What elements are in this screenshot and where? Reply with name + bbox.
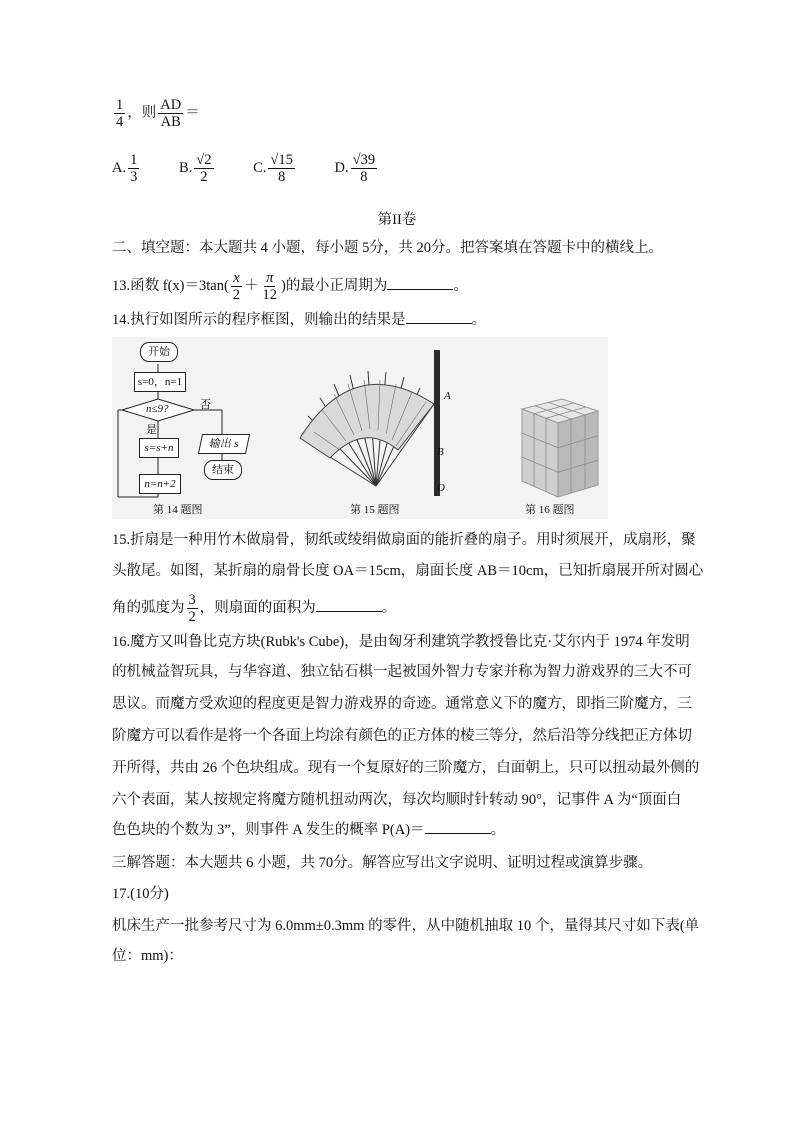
answer-blank bbox=[316, 599, 382, 612]
caption-figure-16: 第 16 题图 bbox=[525, 504, 575, 516]
fan-label-b: B bbox=[437, 446, 444, 458]
flowchart-output: 输出 s bbox=[198, 434, 250, 454]
caption-figure-15: 第 15 题图 bbox=[350, 504, 400, 516]
flowchart-start: 开始 bbox=[140, 342, 178, 362]
flowchart-yes-label: 是 bbox=[146, 424, 157, 436]
option-d: D. $\frac{√39}{8}$ bbox=[334, 152, 376, 185]
section-title: 第II卷 bbox=[377, 212, 417, 228]
solve-heading: 三解答题：本大题共 6 小题，共 70分。解答应写出文字说明、证明过程或演算步骤。 bbox=[112, 855, 653, 871]
flowchart-init: s=0，n=1 bbox=[134, 372, 186, 392]
flowchart-no-label: 否 bbox=[200, 399, 211, 411]
fan-guard-stick bbox=[434, 350, 440, 496]
q16-line: 思议。而魔方受欢迎的程度更是智力游戏界的奇迹。通常意义下的魔方，即指三阶魔方，三 bbox=[112, 696, 692, 712]
flowchart-end: 结束 bbox=[204, 460, 242, 480]
q12-fraction: $\frac{1}{4}$ bbox=[116, 97, 124, 130]
cube-left-face bbox=[522, 409, 558, 497]
question-13: 13.函数 f(x)＝3tan( $\frac{x}{2}$ ＋ $\frac{\pi}{12}$ )的最小正周期为 。 bbox=[112, 270, 468, 303]
q12-condition: $\frac{1}{4}$ ，则 $\frac{AD}{AB}$ ＝ bbox=[116, 97, 200, 130]
cube-right-face bbox=[558, 411, 598, 497]
question-14: 14.执行如图所示的程序框图，则输出的结果是 。 bbox=[112, 312, 487, 328]
q12-ratio: $\frac{AD}{AB}$ bbox=[160, 97, 182, 130]
answer-blank bbox=[406, 311, 472, 324]
q16-line: 六个表面，某人按规定将魔方随机扭动两次，每次均顺时针转动 90°，记事件 A 为“顶面白 bbox=[112, 792, 682, 808]
q16-line: 阶魔方可以看作是将一个各面上均涂有颜色的正方体的棱三等分，然后沿等分线把正方体切 bbox=[112, 728, 692, 744]
flowchart-step-increment: n=n+2 bbox=[139, 474, 181, 494]
q17-title: 17.(10分) bbox=[112, 886, 169, 902]
q16-line-last: 色色块的个数为 3”，则事件 A 发生的概率 P(A)＝ 。 bbox=[112, 822, 506, 838]
q17-line-1: 机床生产一批参考尺寸为 6.0mm±0.3mm 的零件，从中随机抽取 10 个，量得其尺寸如下表(单 bbox=[112, 918, 700, 934]
q15-line-3: 角的弧度为 $\frac{3}{2}$ ，则扇面的面积为 。 bbox=[112, 592, 397, 625]
fan-label-o: O bbox=[437, 482, 445, 494]
q15-line-1: 15.折扇是一种用竹木做扇骨，韧纸或绫绢做扇面的能折叠的扇子。用时须展开，成扇形，聚 bbox=[112, 532, 696, 548]
q16-line: 的机械益智玩具，与华容道、独立钻石棋一起被国外智力专家并称为智力游戏界的三大不可 bbox=[112, 664, 692, 680]
answer-blank bbox=[425, 821, 491, 834]
q16-line: 16.魔方又叫鲁比克方块(Rubk's Cube)，是由匈牙利建筑学教授鲁比克·艾尔内于 1974 年发明 bbox=[112, 634, 690, 650]
caption-figure-14: 第 14 题图 bbox=[153, 504, 203, 516]
fill-in-heading: 二、填空题：本大题共 4 小题，每小题 5分，共 20分。把答案填在答题卡中的横线上。 bbox=[112, 240, 663, 256]
q12-options bbox=[112, 152, 379, 185]
q17-line-2: 位：mm)： bbox=[112, 948, 183, 964]
flowchart-connectors bbox=[112, 337, 282, 507]
folding-fan-figure bbox=[294, 342, 464, 504]
option-b: B. $\frac{√2}{2}$ bbox=[178, 152, 212, 185]
option-c: C. $\frac{√15}{8}$ bbox=[253, 152, 293, 185]
option-a: A. $\frac{1}{3}$ bbox=[112, 152, 138, 185]
q16-line: 开所得，共由 26 个色块组成。现有一个复原好的三阶魔方，白面朝上，只可以扭动最外侧的 bbox=[112, 760, 700, 776]
rubiks-cube-figure bbox=[508, 395, 604, 505]
q15-line-2: 头散尾。如图，某折扇的扇骨长度 OA＝15cm，扇面长度 AB＝10cm，已知折扇展开所对圆心 bbox=[112, 563, 704, 579]
answer-blank bbox=[387, 277, 453, 290]
fan-label-a: A bbox=[444, 390, 451, 402]
flowchart-step-sum: s=s+n bbox=[139, 438, 179, 458]
flowchart-condition: n≤9? bbox=[146, 403, 169, 415]
